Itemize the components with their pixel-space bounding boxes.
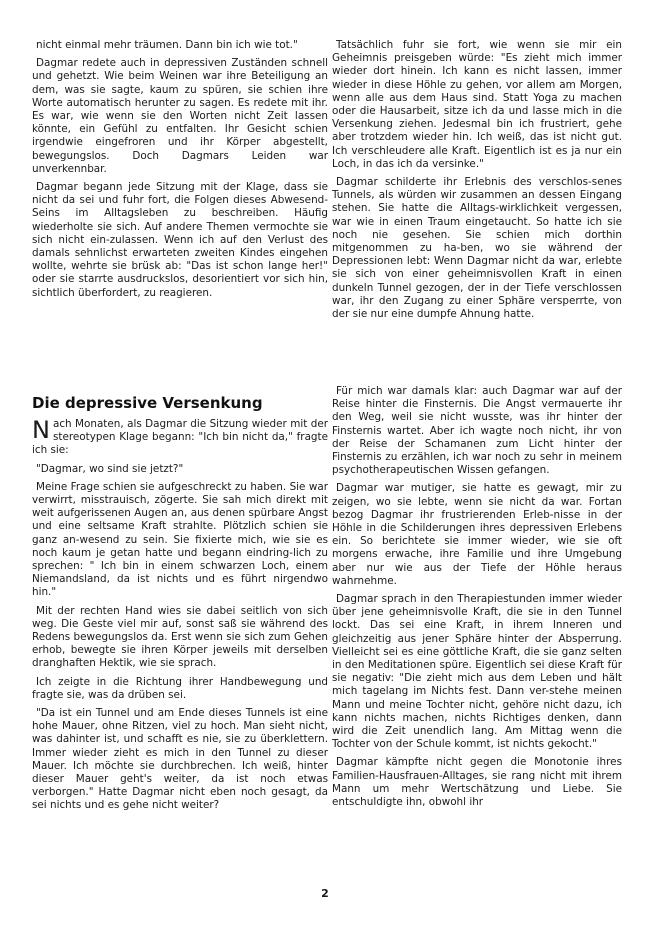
paragraph: nicht einmal mehr träumen. Dann bin ich wie tot."	[36, 39, 298, 51]
paragraph: "Da ist ein Tunnel und am Ende dieses Tunnels ist eine hohe Mauer, ohne Ritzen, viel zu hoch. Man sieht nicht, was dahinter ist, und schafft es nie, sie zu überklettern. Immer wieder zieht es mich in den Tunnel zu dieser Mauer. Ich möchte sie durchbrechen. Ich weiß, hinter dieser Mauer geht's weiter, da ist noch etwas verborgen." Hatte Dagmar nicht eben noch gesagt, da sei nichts und es gehe nicht weiter?	[32, 707, 328, 812]
paragraph: "Dagmar, wo sind sie jetzt?"	[36, 462, 184, 475]
paragraph: Dagmar kämpfte nicht gegen die Monotonie ihres Familien-Hausfrauen-Alltages, sie rang nicht mit ihrem Mann um mehr Wertschätzung und Liebe. Sie entschuldigte ihn, obwohl ihr	[332, 756, 622, 809]
page-number: 2	[321, 887, 329, 900]
paragraph: Dagmar redete auch in depressiven Zuständen schnell und gehetzt. Wie beim Weinen war ihre Beteiligung an dem, was sie sagte, kaum zu spüren, sie schien ihre Worte automatisch herunter zu sagen. Es redete mit ihr. Es war, wie wenn sie den Worten nicht Zeit lassen könnte, ein Gefühl zu entfalten. Ihr Gesicht schien irgendwie eingefroren und ihr Körper abgestellt, bewegungslos. Doch Dagmars Leiden war unverkennbar.	[32, 57, 328, 175]
paragraph: Meine Frage schien sie aufgeschreckt zu haben. Sie war verwirrt, misstrauisch, zögerte. Sie sah mich direkt mit weit aufgerissenen Augen an, aus denen spürbare Angst und eine seltsame Kraft strahlte. Plötzlich schien sie ganz an-wesend zu sein. Sie fixierte mich, wie sie es noch kaum je getan hatte und begann eindring-lich zu sprechen: " Ich bin in einem schwarzen Loch, einem Niemandsland, da ist nichts und es führt nirgendwo hin."	[32, 480, 328, 599]
paragraph: Dagmar sprach in den Therapiestunden immer wieder über jene geheimnisvolle Kraft, die sie in den Tunnel lockt. Das sei eine Kraft, in ihrem Inneren und gleichzeitig aus jener Sphäre hinter der Absperrung. Vielleicht sei es eine göttliche Kraft, die sie ganz selten in den Meditationen spüre. Eigentlich sei diese Kraft für sie negativ: "Die zieht mich aus dem Leben und hält mich tagelang im Nichts fest. Dann ver-stehe meinen Mann und meine Tochter nicht, gehöre nicht dazu, ich kann nichts machen, nichts Richtiges denken, dann wird die Zeit unendlich lang. Am Mittag wenn die Tochter von der Schule kommt, ist nichts gekocht."	[332, 593, 622, 751]
column-right-top	[332, 39, 622, 326]
paragraph: Tatsächlich fuhr sie fort, wie wenn sie mir ein Geheimnis preisgeben würde: "Es zieht mich immer wieder dort hinein. Ich kann es nicht lassen, immer wieder in diese Höhle zu gehen, vor allem am Morgen, wenn alle aus dem Haus sind. Statt Yoga zu machen oder die Hausarbeit, sitze ich da und lasse mich in die Versenkung ziehen. Jedesmal bin ich frustriert, gehe aber trotzdem wieder hin. Ich weiß, das ist nicht gut. Ich verschleudere alle Kraft. Eigentlich ist es ja nur ein Loch, in das ich da versinke."	[332, 39, 622, 170]
paragraph: Dagmar schilderte ihr Erlebnis des verschlos-senes Tunnels, als würden wir zusammen an dessen Eingang stehen. Sie hatte die Alltags-wirklichkeit vergessen, war wie in einen Traum eingetaucht. So hatte ich sie noch nie gesehen. Sie schien mich dorthin mitgenommen zu ha-ben, wo sie während der Depressionen lebt: Wenn Dagmar nicht da war, erlebte sie sich von einer geheimnisvollen Kraft in einen dunkeln Tunnel gezogen, der in der Tiefe verschlossen war, ihr den Zugang zu einer Sphäre versperrte, von der sie nur eine dumpfe Ahnung hatte.	[332, 176, 622, 321]
column-left-bottom	[32, 418, 328, 818]
paragraph: Für mich war damals klar: auch Dagmar war auf der Reise hinter die Finsternis. Die Angst vermauerte ihr den Weg, weil sie nicht wusste, was ihr hinter der Finsternis wartet. Aber ich wagte noch nicht, ihr von der Reise der Schamanen zum Licht hinter der Finsternis zu erzählen, ich war noch zu sehr in meinem psychotherapeutischen Wissen gefangen.	[332, 385, 622, 477]
drop-cap: N	[32, 416, 50, 444]
column-right-bottom	[332, 385, 622, 814]
paragraph: Dagmar war mutiger, sie hatte es gewagt, mir zu zeigen, wo sie lebte, wenn sie nicht da war. Fortan bezog Dagmar ihr frustrierenden Erleb-nisse in der Höhle in die Schilderungen ihres depressiven Erlebens ein. So berichtete sie immer wieder, wie sie oft morgens erwache, ihre Familie und ihre Umgebung aber nur wie aus der Tiefe der Höhle heraus wahrnehme.	[332, 482, 622, 587]
paragraph: Dagmar begann jede Sitzung mit der Klage, dass sie nicht da sei und fuhr fort, die Folgen dieses Abwesend-Seins im Alltagsleben zu beschreiben. Häufig wiederholte sie sich. Auf andere Themen vermochte sie sich nicht ein-zulassen. Wenn ich auf den Verlust des damals sehnlichst erwarteten zweiten Kindes eingehen wollte, wehrte sie brüsk ab: "Das ist schon lange her!" oder sie starrte ausdruckslos, desorientiert vor sich hin, sichtlich überfordert, zu reagieren.	[32, 181, 328, 299]
paragraph: Ich zeigte in die Richtung ihrer Handbewegung und fragte sie, was da drüben sei.	[32, 675, 328, 701]
paragraph: Mit der rechten Hand wies sie dabei seitlich von sich weg. Die Geste viel mir auf, sonst saß sie während des Redens bewegungslos da. Erst wenn sie sich zum Gehen erhob, bewegte sie ihren Körper jeweils mit derselben dranghaften Hektik, wie sie sprach.	[32, 604, 328, 670]
column-left-top	[32, 39, 328, 305]
section-heading: Die depressive Versenkung	[32, 394, 263, 412]
first-paragraph-text: ach Monaten, als Dagmar die Sitzung wieder mit der stereotypen Klage begann: "Ich bin nicht da," fragte ich sie:	[32, 418, 328, 457]
paragraph-first	[32, 418, 328, 458]
section-heading-block	[32, 394, 328, 418]
